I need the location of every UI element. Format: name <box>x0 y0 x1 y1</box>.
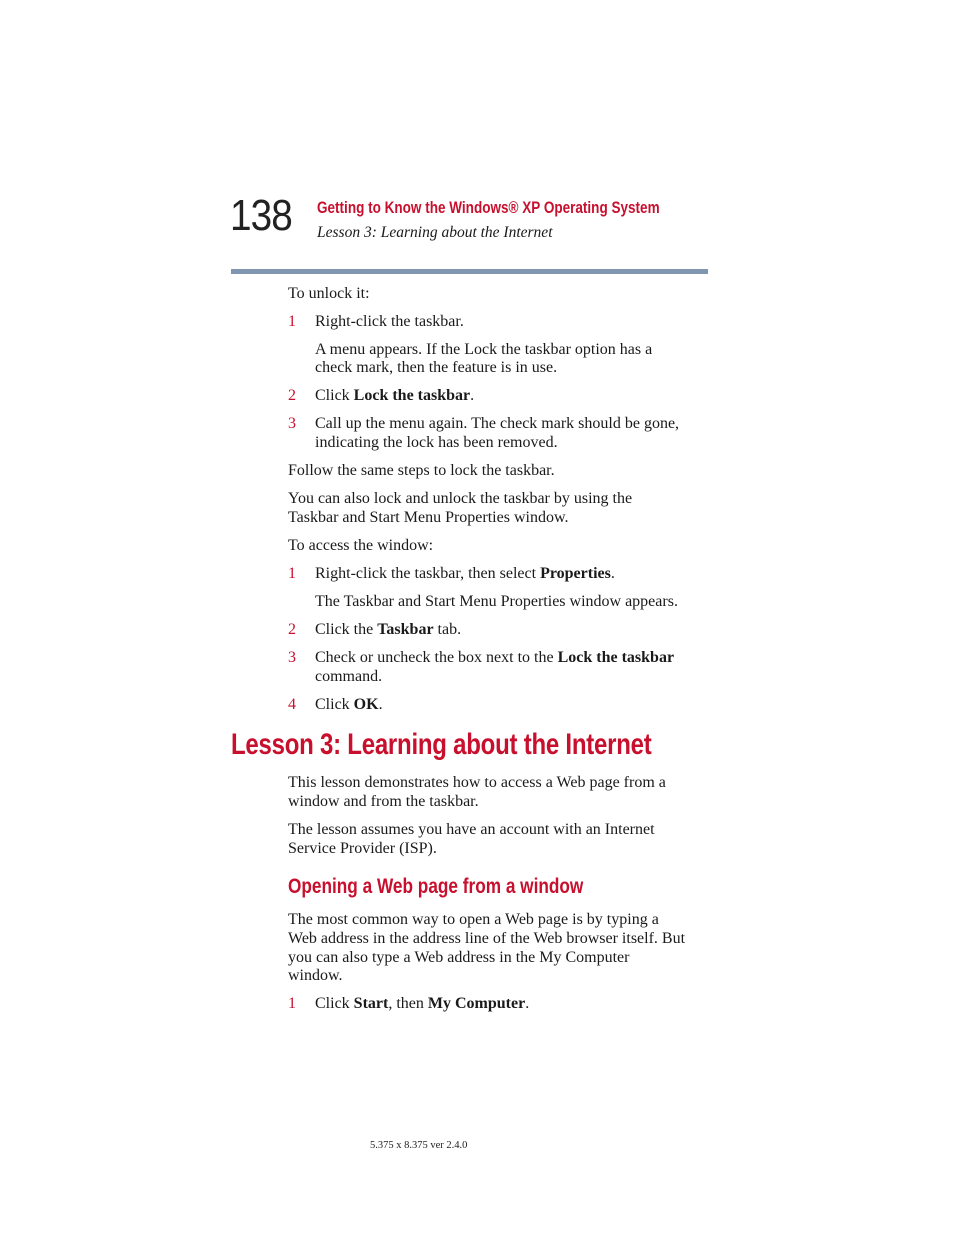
section-title: Lesson 3: Learning about the Internet <box>317 224 553 241</box>
header-divider <box>231 269 708 274</box>
unlock-step-2-number: 2 <box>288 387 296 404</box>
access-step-2-number: 2 <box>288 621 296 638</box>
unlock-step-3-number: 3 <box>288 415 296 432</box>
alt-method-line-2: Taskbar and Start Menu Properties window. <box>288 509 569 526</box>
access-step-1-text <box>315 564 615 583</box>
access-intro: To access the window: <box>288 537 434 554</box>
lesson-3-para-3-line-4: window. <box>288 967 343 984</box>
lesson-3-para-3-line-1: The most common way to open a Web page is by typing a <box>288 911 659 928</box>
unlock-step-2-prefix: Click <box>315 387 354 404</box>
access-step-3-line-2: command. <box>315 668 383 685</box>
alt-method-line-1: You can also lock and unlock the taskbar by using the <box>288 490 633 507</box>
access-step-2-prefix: Click the <box>315 621 378 638</box>
unlock-step-2-suffix: . <box>470 387 475 404</box>
access-step-4-suffix: . <box>378 696 383 713</box>
access-step-2-suffix: tab. <box>433 621 462 638</box>
access-step-3-bold: Lock the taskbar <box>557 649 675 666</box>
unlock-step-1-result-line-2: check mark, then the feature is in use. <box>315 359 558 376</box>
footer-version-note: 5.375 x 8.375 ver 2.4.0 <box>370 1140 468 1151</box>
access-step-1-suffix: . <box>610 565 615 582</box>
lesson-3-para-2-line-1: The lesson assumes you have an account with an Internet <box>288 821 655 838</box>
unlock-step-2-bold: Lock the taskbar <box>353 387 471 404</box>
unlock-step-1-text: Right-click the taskbar. <box>315 313 464 330</box>
access-step-4-bold: OK <box>353 696 379 713</box>
chapter-title: Getting to Know the Windows® XP Operating System <box>317 199 660 217</box>
lesson-3-heading: Lesson 3: Learning about the Internet <box>231 728 652 761</box>
access-step-1-prefix: Right-click the taskbar, then select <box>315 565 541 582</box>
lesson-3-para-2-line-2: Service Provider (ISP). <box>288 840 437 857</box>
lesson-3-step-1-bold-my-computer: My Computer <box>427 995 526 1012</box>
unlock-intro: To unlock it: <box>288 285 370 302</box>
follow-note: Follow the same steps to lock the taskbar. <box>288 462 555 479</box>
access-step-2-text <box>315 620 461 639</box>
access-step-4-prefix: Click <box>315 696 354 713</box>
lesson-3-step-1-suffix: . <box>525 995 530 1012</box>
lesson-3-para-1-line-2: window and from the taskbar. <box>288 793 479 810</box>
lesson-3-para-3-line-2: Web address in the address line of the Web browser itself. But <box>288 930 686 947</box>
access-step-3-prefix: Check or uncheck the box next to the <box>315 649 558 666</box>
unlock-step-1-result-line-1: A menu appears. If the Lock the taskbar option has a <box>315 341 653 358</box>
lesson-3-step-1-text <box>315 994 529 1013</box>
access-step-4-text <box>315 695 383 714</box>
lesson-3-step-1-prefix: Click <box>315 995 354 1012</box>
lesson-3-para-1-line-1: This lesson demonstrates how to access a Web page from a <box>288 774 666 791</box>
lesson-3-step-1-bold-start: Start <box>353 995 389 1012</box>
lesson-3-para-3-line-3: you can also type a Web address in the My Computer <box>288 949 630 966</box>
access-step-1-bold: Properties <box>540 565 611 582</box>
access-step-3-line-1 <box>315 648 674 667</box>
access-step-3-number: 3 <box>288 649 296 666</box>
unlock-step-2-text <box>315 386 474 405</box>
unlock-step-3-line-1: Call up the menu again. The check mark should be gone, <box>315 415 680 432</box>
unlock-step-3-line-2: indicating the lock has been removed. <box>315 434 558 451</box>
access-step-1-number: 1 <box>288 565 296 582</box>
access-step-4-number: 4 <box>288 696 296 713</box>
page-number: 138 <box>230 191 292 240</box>
unlock-step-1-number: 1 <box>288 313 296 330</box>
access-step-1-result: The Taskbar and Start Menu Properties window appears. <box>315 593 678 610</box>
lesson-3-step-1-mid: , then <box>388 995 428 1012</box>
opening-web-page-subheading: Opening a Web page from a window <box>288 875 584 898</box>
lesson-3-step-1-number: 1 <box>288 995 296 1012</box>
access-step-2-bold: Taskbar <box>377 621 434 638</box>
